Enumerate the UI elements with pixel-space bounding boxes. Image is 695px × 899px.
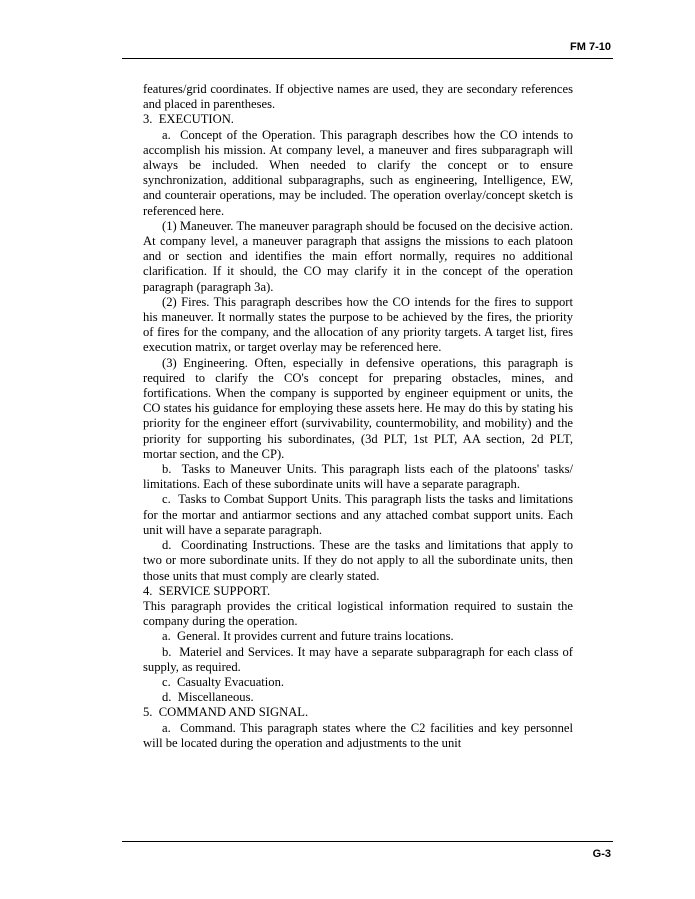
paragraph-coordinating-instructions: d. Coordinating Instructions. These are the tasks and limitations that apply to two or more subordinate units. If they do not apply to all the subordinate units, then those units that must comply are clearly stated. [143,538,573,583]
paragraph-tasks-maneuver-units: b. Tasks to Maneuver Units. This paragraph lists each of the platoons' tasks/ limitations. Each of these subordinate units will have a separate paragraph. [143,462,573,492]
paragraph-concept-of-operation: a. Concept of the Operation. This paragraph describes how the CO intends to accomplish his mission. At company level, a maneuver and fires subparagraph will always be included. When needed to clarify the concept or to ensure synchronization, additional subparagraphs, such as engineering, Intelligence, EW, and counterair operations, may be included. The operation overlay/concept sketch is referenced here. [143,127,573,218]
paragraph-casualty-evacuation: c. Casualty Evacuation. [162,674,285,689]
header-doc-id: FM 7-10 [570,41,611,53]
paragraph-maneuver: (1) Maneuver. The maneuver paragraph should be focused on the decisive action. At company level, a maneuver paragraph that assigns the missions to each platoon and or section and identifies the main effort normally, requires no additional clarification. If it should, the CO may clarify it in the concept of the operation paragraph (paragraph 3a). [143,218,573,294]
section-heading-execution: 3. EXECUTION. [143,112,234,127]
paragraph-engineering: (3) Engineering. Often, especially in defensive operations, this paragraph is required to clarify the CO's concept for preparing obstacles, mines, and fortifications. When the company is supported by engineer equipment or units, the CO states his guidance for employing these assets here. He may do this by stating his priority for the engineer effort (survivability, countermobility, and mobility) and the priority for supporting his subordinates, (3d PLT, 1st PLT, AA section, 2d PLT, mortar section, and the CP). [143,355,573,461]
paragraph-general: a. General. It provides current and future trains locations. [162,629,454,644]
section-heading-command-signal: 5. COMMAND AND SIGNAL. [143,705,309,720]
footer-page-number: G-3 [592,848,611,860]
paragraph-command: a. Command. This paragraph states where the C2 facilities and key personnel will be located during the operation and adjustments to the unit [143,720,573,750]
header-rule [122,58,613,59]
body-text [143,82,573,751]
footer-rule [122,841,613,842]
paragraph-tasks-combat-support: c. Tasks to Combat Support Units. This paragraph lists the tasks and limitations for the mortar and antiarmor sections and any attached combat support units. Each unit will have a separate paragraph. [143,492,573,537]
paragraph-fires: (2) Fires. This paragraph describes how the CO intends for the fires to support his maneuver. It normally states the purpose to be achieved by the fires, the priority of fires for the company, and the allocation of any priority targets. A target list, fires execution matrix, or target overlay may be referenced here. [143,294,573,355]
paragraph-miscellaneous: d. Miscellaneous. [162,690,254,705]
paragraph-materiel-services: b. Materiel and Services. It may have a separate subparagraph for each class of supply, as required. [143,644,573,674]
section-heading-service-support: 4. SERVICE SUPPORT. [143,583,271,598]
paragraph-service-support-intro: This paragraph provides the critical logistical information required to sustain the company during the operation. [143,598,573,629]
paragraph-continuation: features/grid coordinates. If objective names are used, they are secondary references and placed in parentheses. [143,82,573,112]
